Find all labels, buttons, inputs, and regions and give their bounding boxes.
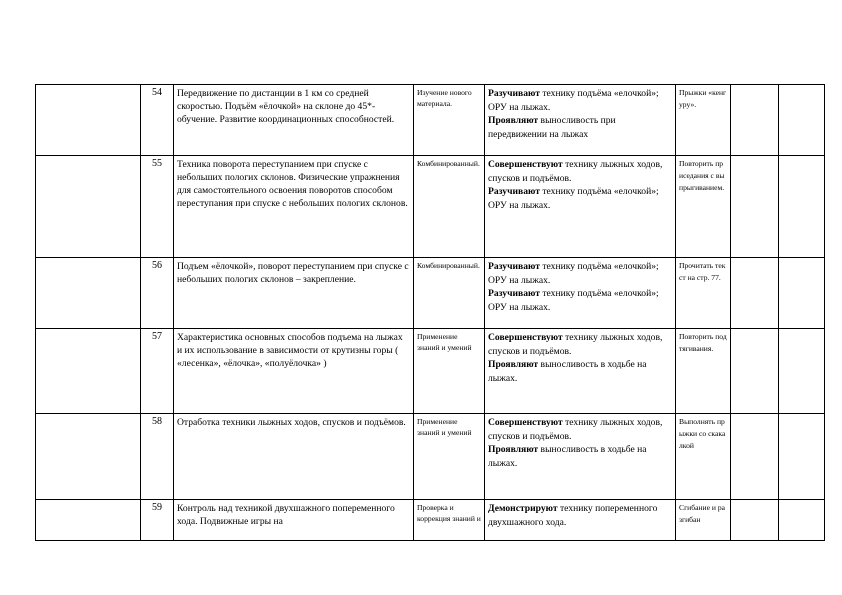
empty-cell — [731, 500, 779, 541]
activity-item — [488, 87, 672, 114]
activity-item — [488, 158, 672, 185]
activities-cell — [485, 258, 676, 329]
homework-cell: Повторить подтягивания. — [676, 329, 731, 414]
lesson-number-cell: 56 — [141, 258, 174, 329]
empty-cell — [779, 85, 825, 156]
activity-text: технику лыжных ходов, спусков и подъёмов. — [488, 159, 663, 184]
lesson-type-cell: Проверка и коррекция знаний и — [414, 500, 485, 541]
lesson-topic-cell: Характеристика основных способов подъема на лыжах и их использование в зависимости от крутизны горы ( «лесенка», «ёлочка», «полуёлочка» ) — [174, 329, 414, 414]
lesson-number-cell: 57 — [141, 329, 174, 414]
homework-cell: Повторить приседания с выпрыгиванием. — [676, 156, 731, 258]
activity-verb: Совершенствуют — [488, 332, 563, 343]
activity-verb: Проявляют — [488, 444, 539, 456]
activities-cell — [485, 414, 676, 500]
empty-cell — [779, 258, 825, 329]
empty-cell — [731, 156, 779, 258]
activity-item — [488, 287, 672, 314]
activity-item — [488, 416, 672, 443]
empty-cell — [36, 258, 141, 329]
activity-text: технику подъёма «елочкой»; ОРУ на лыжах. — [488, 88, 659, 113]
activity-item — [488, 331, 672, 358]
lesson-topic-cell: Техника поворота переступанием при спуске с небольших пологих склонов. Физические упражнения для самостоятельного освоения поворотов способом переступания при спуске с небольших пологих склонов. — [174, 156, 414, 258]
table-row — [36, 414, 825, 500]
table-row — [36, 85, 825, 156]
empty-cell — [779, 156, 825, 258]
activity-verb: Разучивают — [488, 88, 540, 99]
homework-cell: Прыжки «кенгуру». — [676, 85, 731, 156]
lesson-plan-body — [36, 85, 825, 541]
activity-item — [488, 502, 672, 529]
empty-cell — [731, 414, 779, 500]
lesson-number-cell: 55 — [141, 156, 174, 258]
activity-item — [488, 185, 672, 212]
empty-cell — [36, 500, 141, 541]
empty-cell — [36, 414, 141, 500]
empty-cell — [779, 500, 825, 541]
activity-verb: Разучивают — [488, 186, 540, 198]
activity-text: технику подъёма «елочкой»; ОРУ на лыжах. — [488, 288, 659, 313]
homework-cell: Выполнять прыжки со скакалкой — [676, 414, 731, 500]
lesson-plan-table — [35, 84, 825, 541]
activity-verb: Совершенствуют — [488, 159, 563, 170]
empty-cell — [779, 414, 825, 500]
empty-cell — [779, 329, 825, 414]
table-row — [36, 156, 825, 258]
lesson-topic-cell: Контроль над техникой двухшажного попеременного хода. Подвижные игры на — [174, 500, 414, 541]
activity-verb: Разучивают — [488, 261, 540, 272]
activity-item — [488, 114, 672, 141]
activity-verb: Совершенствуют — [488, 417, 563, 428]
activities-cell — [485, 500, 676, 541]
lesson-type-cell: Применение знаний и умений — [414, 329, 485, 414]
table-row — [36, 329, 825, 414]
activity-text: выносливость в ходьбе на лыжах. — [488, 359, 647, 384]
activity-item — [488, 358, 672, 385]
empty-cell — [36, 156, 141, 258]
lesson-type-cell: Применение знаний и умений — [414, 414, 485, 500]
empty-cell — [36, 85, 141, 156]
lesson-number-cell: 58 — [141, 414, 174, 500]
activity-text: технику лыжных ходов, спусков и подъёмов. — [488, 417, 663, 442]
activity-text: технику попеременного двухшажного хода. — [488, 503, 658, 528]
lesson-topic-cell: Передвижение по дистанции в 1 км со средней скоростью. Подъём «ёлочкой» на склоне до 45*- обучение. Развитие координационных способностей. — [174, 85, 414, 156]
lesson-topic-cell: Отработка техники лыжных ходов, спусков и подъёмов. — [174, 414, 414, 500]
activity-verb: Демонстрируют — [488, 503, 558, 514]
lesson-type-cell: Комбинированный. — [414, 258, 485, 329]
activity-verb: Проявляют — [488, 359, 539, 371]
activity-verb: Проявляют — [488, 115, 539, 127]
activities-cell — [485, 85, 676, 156]
empty-cell — [731, 258, 779, 329]
homework-cell: Прочитать текст на стр. 77. — [676, 258, 731, 329]
activity-text: технику лыжных ходов, спусков и подъёмов. — [488, 332, 663, 357]
table-row — [36, 258, 825, 329]
lesson-type-cell: Комбинированный. — [414, 156, 485, 258]
activity-verb: Разучивают — [488, 288, 540, 300]
lesson-topic-cell: Подъем «ёлочкой», поворот переступанием при спуске с небольших пологих склонов – закрепление. — [174, 258, 414, 329]
lesson-number-cell: 59 — [141, 500, 174, 541]
activity-text: технику подъёма «елочкой»; ОРУ на лыжах. — [488, 261, 659, 286]
empty-cell — [731, 85, 779, 156]
empty-cell — [731, 329, 779, 414]
activity-item — [488, 443, 672, 470]
activity-text: выносливость в ходьбе на лыжах. — [488, 444, 647, 469]
homework-cell: Сгибание и разгибан — [676, 500, 731, 541]
activity-text: технику подъёма «елочкой»; ОРУ на лыжах. — [488, 186, 659, 211]
lesson-type-cell: Изучение нового материала. — [414, 85, 485, 156]
activity-item — [488, 260, 672, 287]
activity-text: выносливость при передвижении на лыжах — [488, 115, 616, 140]
activities-cell — [485, 329, 676, 414]
table-row — [36, 500, 825, 541]
empty-cell — [36, 329, 141, 414]
activities-cell — [485, 156, 676, 258]
lesson-number-cell: 54 — [141, 85, 174, 156]
